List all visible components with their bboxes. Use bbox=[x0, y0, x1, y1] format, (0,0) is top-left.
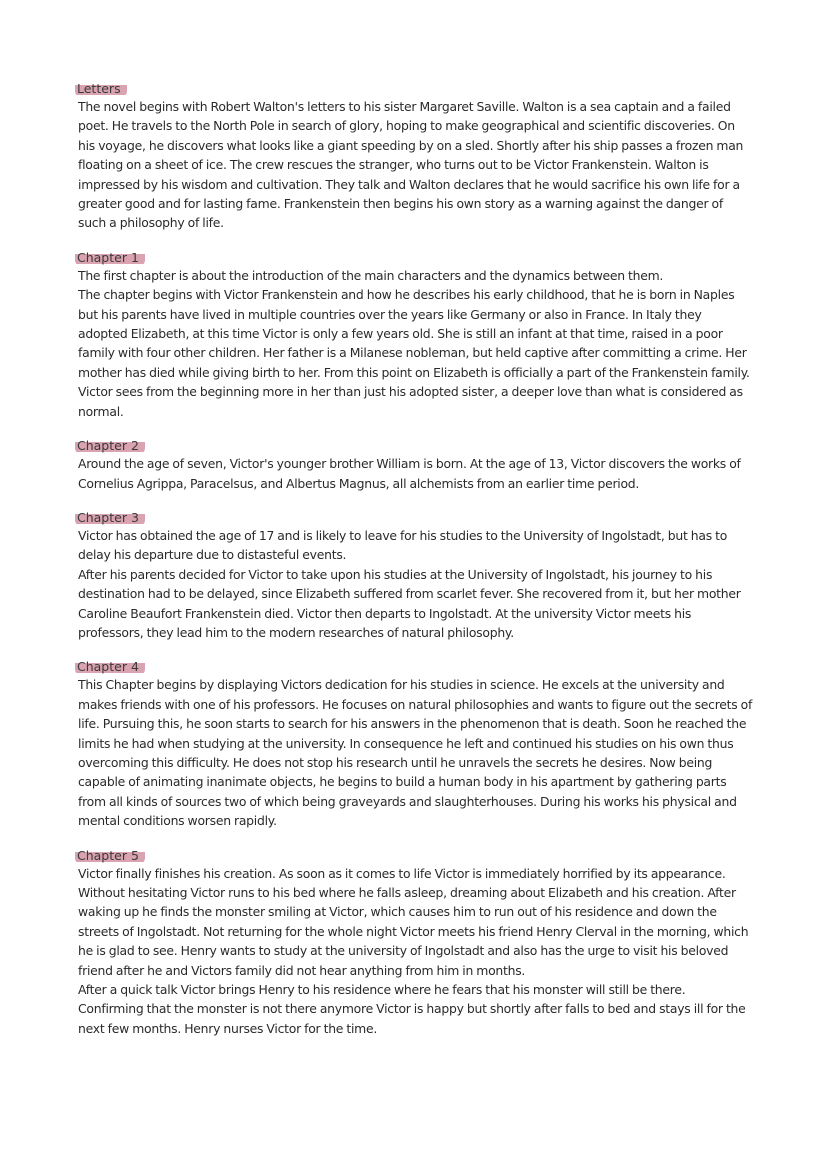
document-page bbox=[78, 78, 754, 1052]
paragraph: Victor finally finishes his creation. As soon as it comes to life Victor is immediately horrified by its appearance. Without hesitating Victor runs to his bed where he falls asleep, dreaming about Elizabeth and his creation. After waking up he finds the monster smiling at Victor, which causes him to run out of his residence and down the streets of Ingolstadt. Not returning for the whole night Victor meets his friend Henry Clerval in the morning, which he is glad to see. Henry wants to study at the university of Ingolstadt and also has the urge to visit his beloved friend after he and Victors family did not hear anything from him in months. bbox=[78, 865, 749, 978]
section-chapter-2 bbox=[78, 435, 754, 493]
paragraph: The novel begins with Robert Walton's letters to his sister Margaret Saville. Walton is a sea captain and a failed poet. He travels to the North Pole in search of glory, hoping to make geographical and scientific discoveries. On his voyage, he discovers what looks like a giant speeding by on a sled. Shortly after his ship passes a frozen man floating on a sheet of ice. The crew rescues the stranger, who turns out to be Victor Frankenstein. Walton is impressed by his wisdom and cultivation. They talk and Walton declares that he would sacrifice his own life for a greater good and for lasting fame. Frankenstein then begins his own story as a warning against the danger of such a philosophy of life. bbox=[78, 99, 744, 231]
section-heading: Chapter 1 bbox=[75, 249, 145, 266]
paragraph: Victor has obtained the age of 17 and is likely to leave for his studies to the University of Ingolstadt, but has to delay his departure due to distasteful events. bbox=[78, 527, 728, 563]
section-heading: Chapter 5 bbox=[75, 847, 145, 864]
paragraph: The chapter begins with Victor Frankenstein and how he describes his early childhood, that he is born in Naples but his parents have lived in multiple countries over the years like Germany or also in France. In Italy they adopted Elizabeth, at this time Victor is only a few years old. She is still an infant at that time, raised in a poor family with four other children. Her father is a Milanese nobleman, but held captive after committing a crime. Her mother has died while giving birth to her. From this point on Elizabeth is officially a part of the Frankenstein family. Victor sees from the beginning more in her than just his adopted sister, a deeper love than what is considered as normal. bbox=[78, 287, 750, 419]
section-heading: Chapter 3 bbox=[75, 509, 145, 526]
section-chapter-4 bbox=[78, 656, 754, 830]
paragraph: Around the age of seven, Victor's younger brother William is born. At the age of 13, Victor discovers the works of Cornelius Agrippa, Paracelsus, and Albertus Magnus, all alchemists from an earlier time period. bbox=[78, 456, 741, 491]
section-heading: Chapter 2 bbox=[75, 437, 145, 454]
paragraph: This Chapter begins by displaying Victors dedication for his studies in science. He excels at the university and makes friends with one of his professors. He focuses on natural philosophies and wants to figure out the secrets of life. Pursuing this, he soon starts to search for his answers in the phenomenon that is death. Soon he reached the limits he had when studying at the university. In consequence he left and continued his studies on his own thus overcoming this difficulty. He does not stop his research until he unravels the secrets he desires. Now being capable of animating inanimate objects, he begins to build a human body in his apartment by gathering parts from all kinds of sources two of which being graveyards and slaughterhouses. During his works his physical and mental conditions worsen rapidly. bbox=[78, 677, 753, 829]
section-chapter-5 bbox=[78, 845, 754, 1039]
section-chapter-3 bbox=[78, 507, 754, 642]
paragraph: The first chapter is about the introduction of the main characters and the dynamics between them. bbox=[78, 267, 664, 283]
paragraph: After a quick talk Victor brings Henry to his residence where he fears that his monster will still be there. Confirming that the monster is not there anymore Victor is happy but shortly after falls to bed and stays ill for the next few months. Henry nurses Victor for the time. bbox=[78, 982, 746, 1036]
section-heading: Chapter 4 bbox=[75, 658, 145, 675]
section-heading: Letters bbox=[75, 80, 127, 97]
section-chapter-1 bbox=[78, 247, 754, 421]
section-letters bbox=[78, 78, 754, 233]
paragraph: After his parents decided for Victor to take upon his studies at the University of Ingolstadt, his journey to his destination had to be delayed, since Elizabeth suffered from scarlet fever. She recovered from it, but her mother Caroline Beaufort Frankenstein died. Victor then departs to Ingolstadt. At the university Victor meets his professors, they lead him to the modern researches of natural philosophy. bbox=[78, 566, 741, 640]
